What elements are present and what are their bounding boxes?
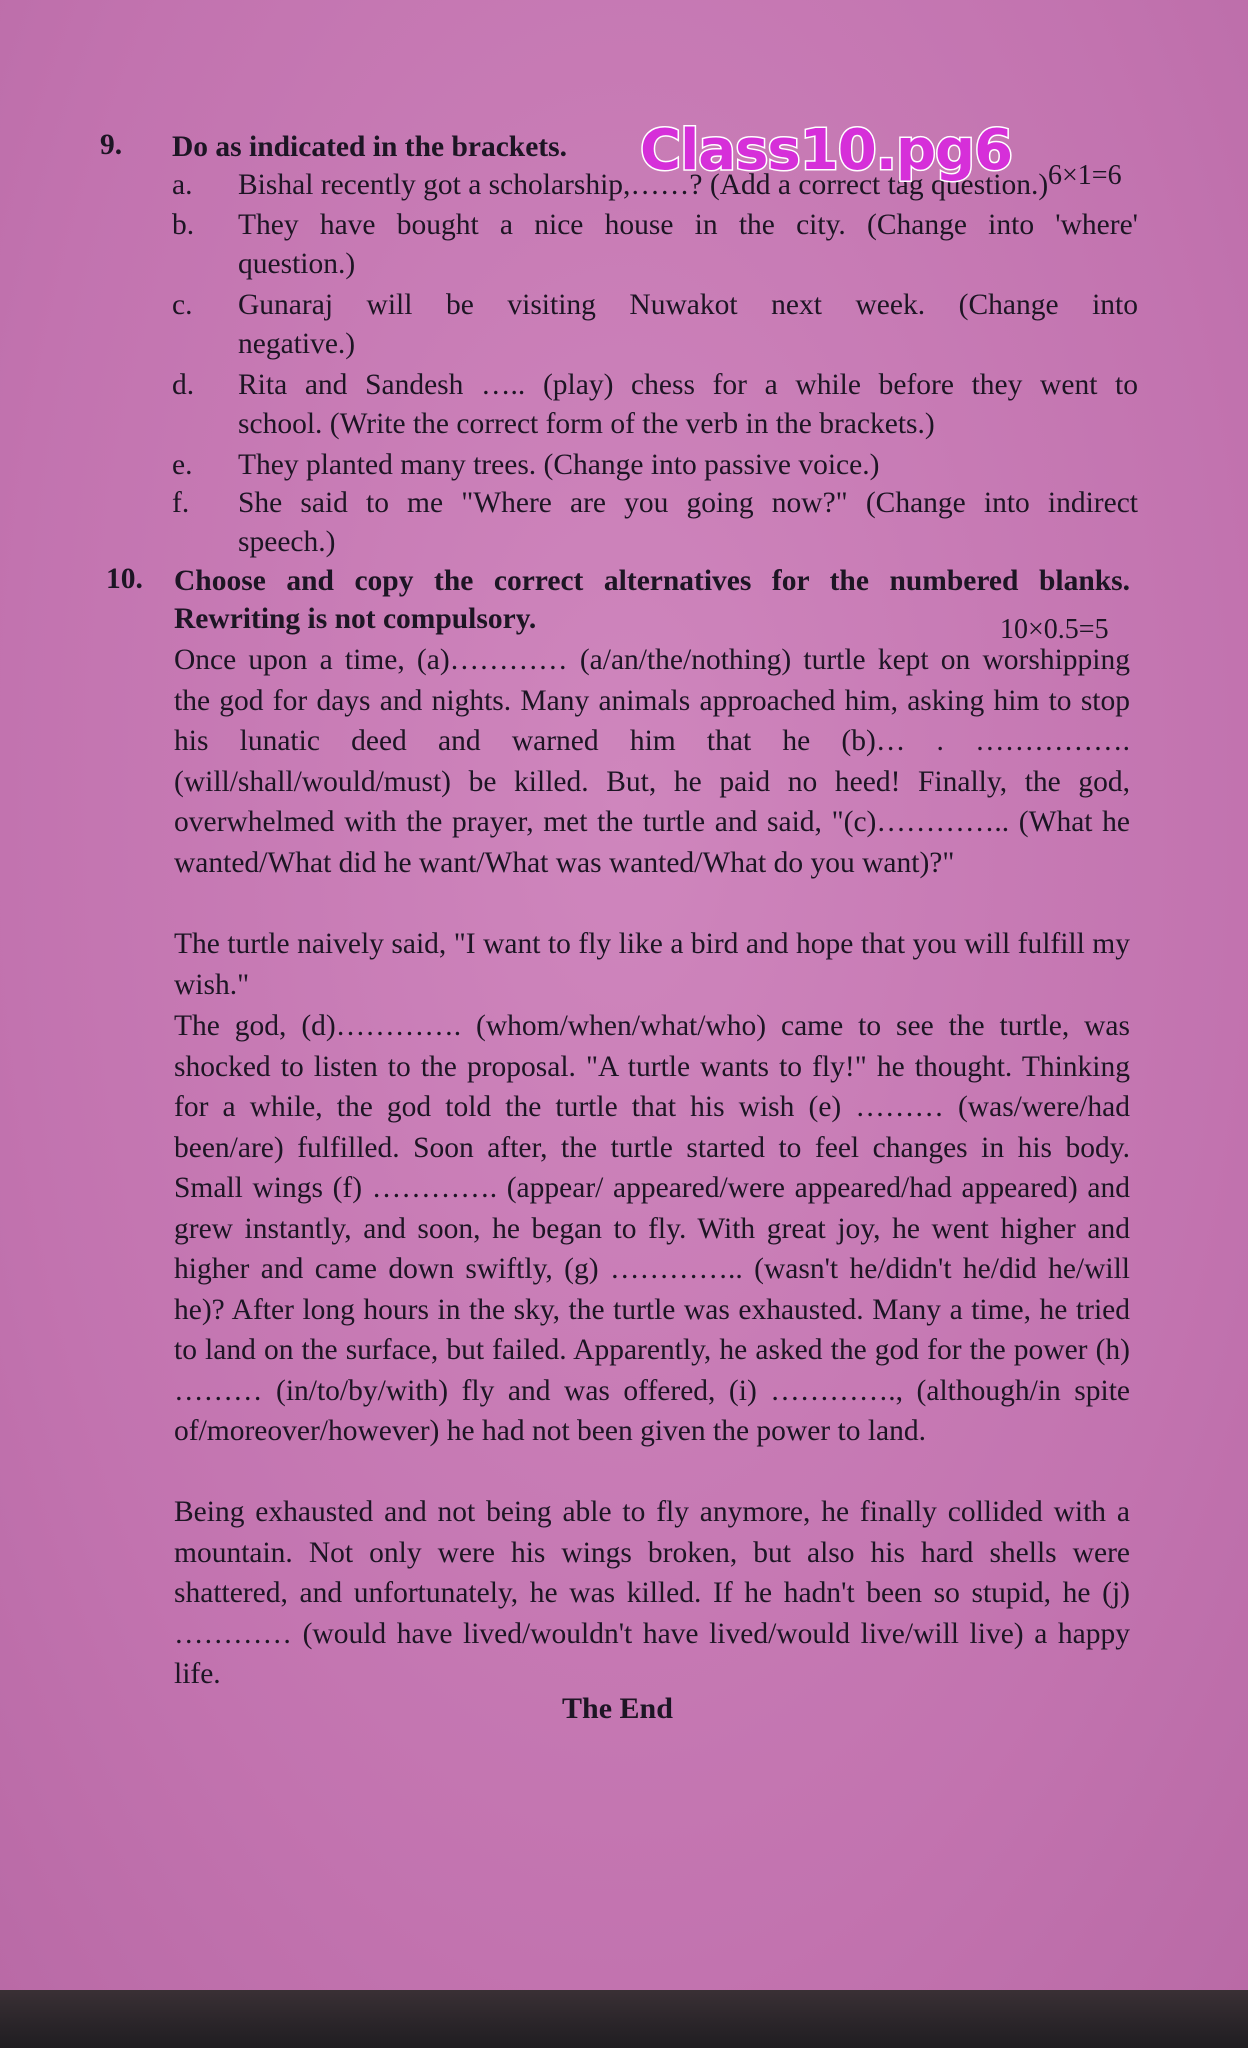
item-label: c. (172, 289, 193, 321)
item-text: They planted many trees. (Change into passive voice.) (238, 449, 880, 481)
item-text-line-1: She said to me "Where are you going now?" (Change into indirect (238, 487, 1138, 519)
item-label: a. (172, 169, 193, 201)
question-10-number: 10. (106, 563, 143, 595)
item-text-line-2: speech.) (238, 526, 336, 558)
item-label: b. (172, 209, 195, 241)
question-10-heading-line-1: Choose and copy the correct alternatives for the numbered blanks. (174, 565, 1130, 597)
watermark-logo: Class10.pg6 (640, 118, 1013, 183)
item-text-line-2: question.) (238, 248, 356, 280)
question-9-marks: 6×1=6 (1048, 160, 1122, 191)
question-9-heading: Do as indicated in the brackets. (172, 131, 567, 163)
item-text: Bishal recently got a scholarship,……? (Add a correct tag question.) (238, 169, 1049, 201)
passage-paragraph-3: The god, (d)…………. (whom/when/what/who) came to see the turtle, was shocked to listen to the proposal. "A turtle wants to fly!" he thought. Thinking for a while, the god told the turtle that his wish (e) ……… (was/were/had been/are) fulfilled. Soon after, the turtle started to feel changes in his body. Small wings (f) …………. (appear/ appeared/were appeared/had appeared) and grew instantly, and soon, he began to fly. With great joy, he went higher and higher and came down swiftly, (g) ………….. (wasn't he/didn't he/did he/will he)? After long hours in the sky, the turtle was exhausted. Many a time, he tried to land on the surface, but failed. Apparently, he asked the god for the power (h) ……… (in/to/by/with) fly and was offered, (i) …………., (although/in spite of/moreover/however) he had not been given the power to land. (174, 1010, 1130, 1447)
item-label: e. (172, 449, 193, 481)
question-9-number: 9. (100, 129, 123, 161)
item-label: d. (172, 369, 195, 401)
passage-paragraph-1: Once upon a time, (a)………… (a/an/the/nothing) turtle kept on worshipping the god for days and nights. Many animals approached him, asking him to stop his lunatic deed and warned him that he (b)… . ……………. (will/shall/would/must) be killed. But, he paid no heed! Finally, the god, overwhelmed with the prayer, met the turtle and said, "(c)………….. (What he wanted/What did he want/What was wanted/What do you want)?" (174, 644, 1130, 879)
question-10-heading-line-2: Rewriting is not compulsory. (174, 603, 537, 635)
passage-paragraph-2: The turtle naively said, "I want to fly like a bird and hope that you will fulfill my wish." (174, 928, 1130, 1001)
question-10-marks: 10×0.5=5 (1000, 614, 1109, 645)
passage-paragraph-4: Being exhausted and not being able to fly anymore, he finally collided with a mountain. Not only were his wings broken, but also his hard shells were shattered, and unfortunately, he was killed. If he hadn't been so stupid, he (j) ………… (would have lived/wouldn't have lived/would live/will live) a happy life. (174, 1496, 1130, 1690)
item-text-line-1: Rita and Sandesh ….. (play) chess for a while before they went to (238, 369, 1138, 401)
end-marker: The End (562, 1692, 673, 1725)
item-label: f. (172, 487, 190, 519)
item-text-line-2: school. (Write the correct form of the verb in the brackets.) (238, 408, 935, 440)
background-surface (0, 1990, 1248, 2048)
item-text-line-1: They have bought a nice house in the city. (Change into 'where' (238, 209, 1138, 241)
item-text-line-2: negative.) (238, 328, 356, 360)
item-text-line-1: Gunaraj will be visiting Nuwakot next week. (Change into (238, 289, 1138, 321)
